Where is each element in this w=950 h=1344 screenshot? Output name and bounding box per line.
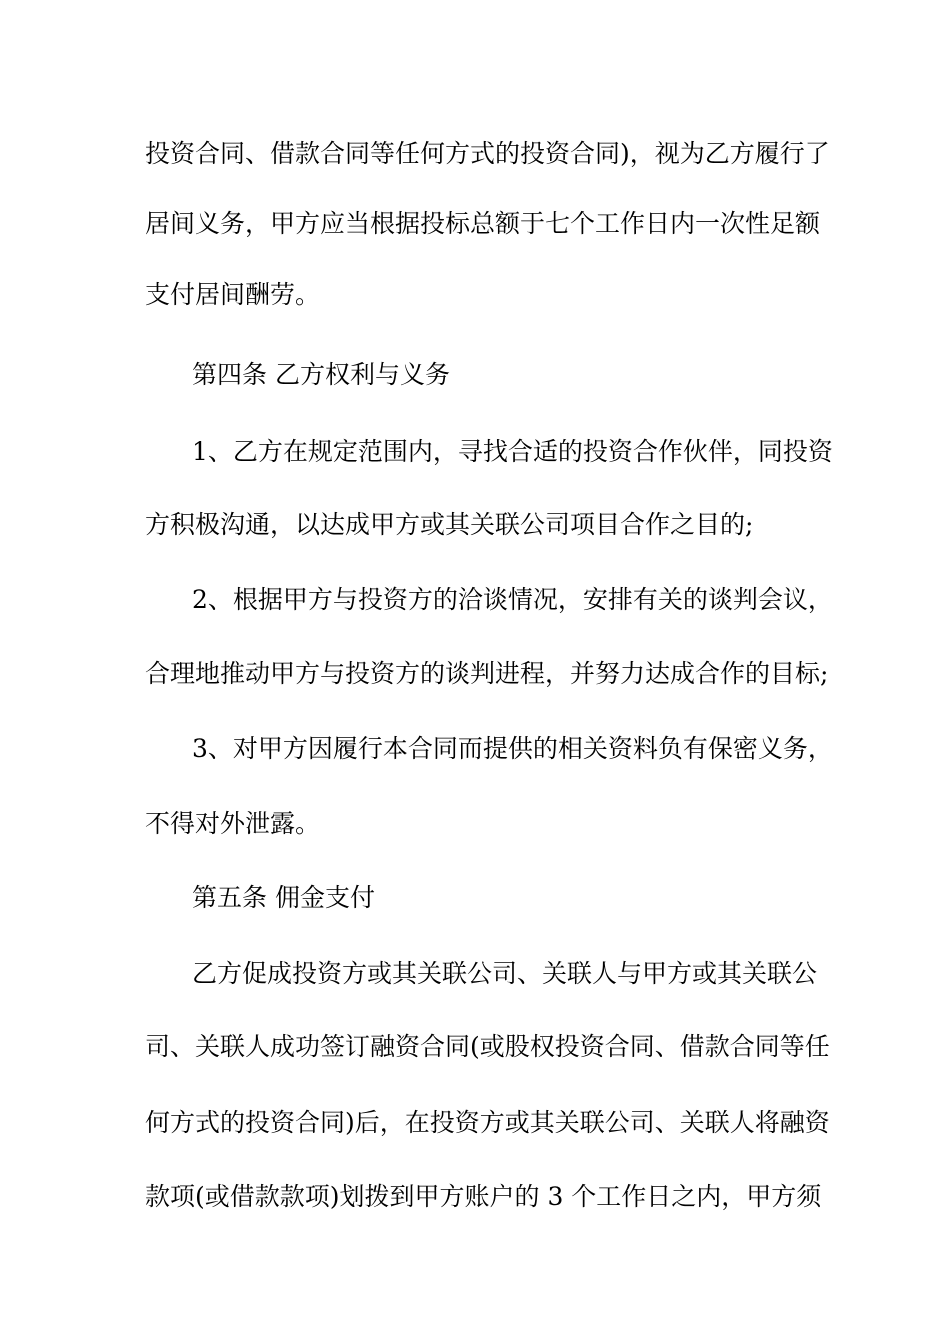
body-text-line: 合理地推动甲方与投资方的谈判进程，并努力达成合作的目标; <box>145 659 829 688</box>
body-text-line: 司、关联人成功签订融资合同(或股权投资合同、借款合同等任 <box>145 1032 830 1061</box>
body-text-line: 1、乙方在规定范围内，寻找合适的投资合作伙伴，同投资 <box>192 437 833 466</box>
body-text-line: 何方式的投资合同)后，在投资方或其关联公司、关联人将融资 <box>145 1108 830 1137</box>
body-text-line: 方积极沟通，以达成甲方或其关联公司项目合作之目的; <box>145 510 754 539</box>
body-text-line: 2、根据甲方与投资方的洽谈情况，安排有关的谈判会议， <box>192 585 833 614</box>
body-text-line: 支付居间酬劳。 <box>145 280 321 309</box>
body-text-line: 3、对甲方因履行本合同而提供的相关资料负有保密义务， <box>192 734 833 763</box>
body-text-line: 乙方促成投资方或其关联公司、关联人与甲方或其关联公 <box>192 959 818 988</box>
body-text-line: 居间义务，甲方应当根据投标总额于七个工作日内一次性足额 <box>145 209 821 238</box>
body-text-line: 款项(或借款款项)划拨到甲方账户的 3 个工作日之内，甲方须 <box>145 1182 822 1211</box>
body-text-line: 不得对外泄露。 <box>145 809 321 838</box>
body-text-line: 投资合同、借款合同等任何方式的投资合同)，视为乙方履行了 <box>145 139 830 168</box>
section-heading: 第四条 乙方权利与义务 <box>192 360 450 389</box>
section-heading: 第五条 佣金支付 <box>192 883 375 912</box>
